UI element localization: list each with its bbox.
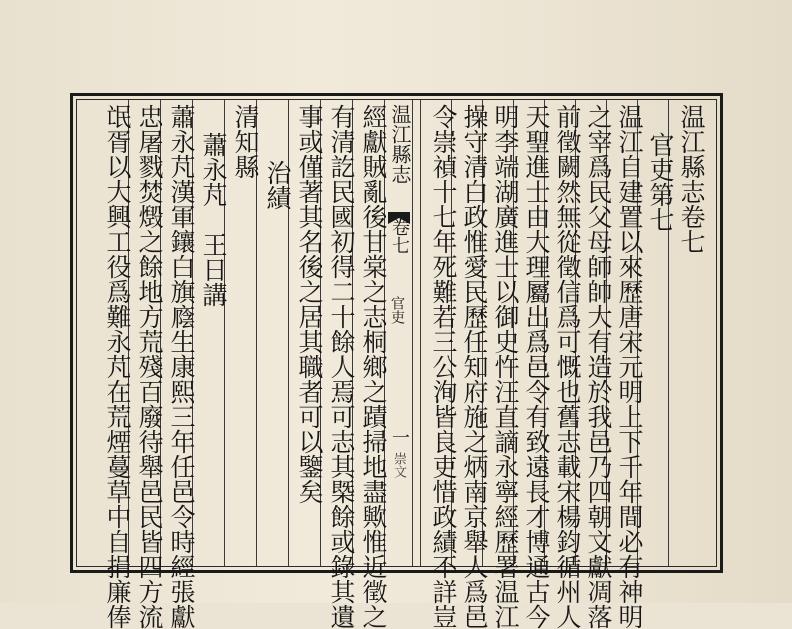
printer-mark: 崇文 (391, 452, 406, 478)
text-column: 經獻賊亂後甘棠之志桐鄉之蹟掃地盡歟惟近徵之 (359, 104, 388, 629)
office-heading: 清知縣 (231, 104, 260, 179)
volume-title: 温江縣志卷七 (677, 104, 706, 254)
text-column: 忠屠戮焚燬之餘地方荒殘百廢待舉邑民皆四方流 (135, 104, 164, 629)
text-column: 有清訖民國初得二十餘人焉可志其槩餘或錄其遺 (327, 104, 356, 629)
text-column: 氓胥以大興工役爲難永芃在荒煙蔓草中自捐廉俸 (103, 104, 132, 629)
text-column: 之宰爲民父母師帥大有造於我邑乃四朝文獻凋落 (584, 104, 613, 629)
text-column: 天聖進士由大理屬出爲邑令有致遠長才博通古今 (522, 104, 551, 629)
text-column: 蕭永芃漢軍鑲白旗廕生康熙三年任邑令時經張獻 (167, 104, 196, 629)
book-title-spine: 温江縣志 (388, 104, 412, 184)
official-names: 蕭永芃 王日講 (199, 132, 228, 307)
text-column: 事或僅著其名後之居其職者可以鑒矣 (295, 104, 324, 504)
column-divider (420, 100, 421, 566)
page-number: 一 (389, 428, 410, 446)
text-column: 令崇禎十七年死難若三公洵皆良吏惜政績不詳豈 (429, 104, 458, 629)
column-divider (412, 100, 413, 566)
text-column: 操守清白政惟愛民歷任知府施之炳南京舉人爲邑 (460, 104, 489, 629)
section-label: 官吏 (389, 296, 405, 324)
volume-label: 卷七 (389, 218, 410, 254)
text-column: 温江自建置以來歷唐宋元明上下千年間必有神明 (615, 104, 644, 629)
section-heading: 治績 (263, 160, 292, 210)
text-column: 明李端湖廣進士以御史忤汪直謫永寧經歷署温江 (491, 104, 520, 629)
chapter-heading: 官吏第七 (646, 132, 675, 232)
text-column: 前徵闕然無從徵信爲可慨也舊志載宋楊鈞循州人 (553, 104, 582, 629)
